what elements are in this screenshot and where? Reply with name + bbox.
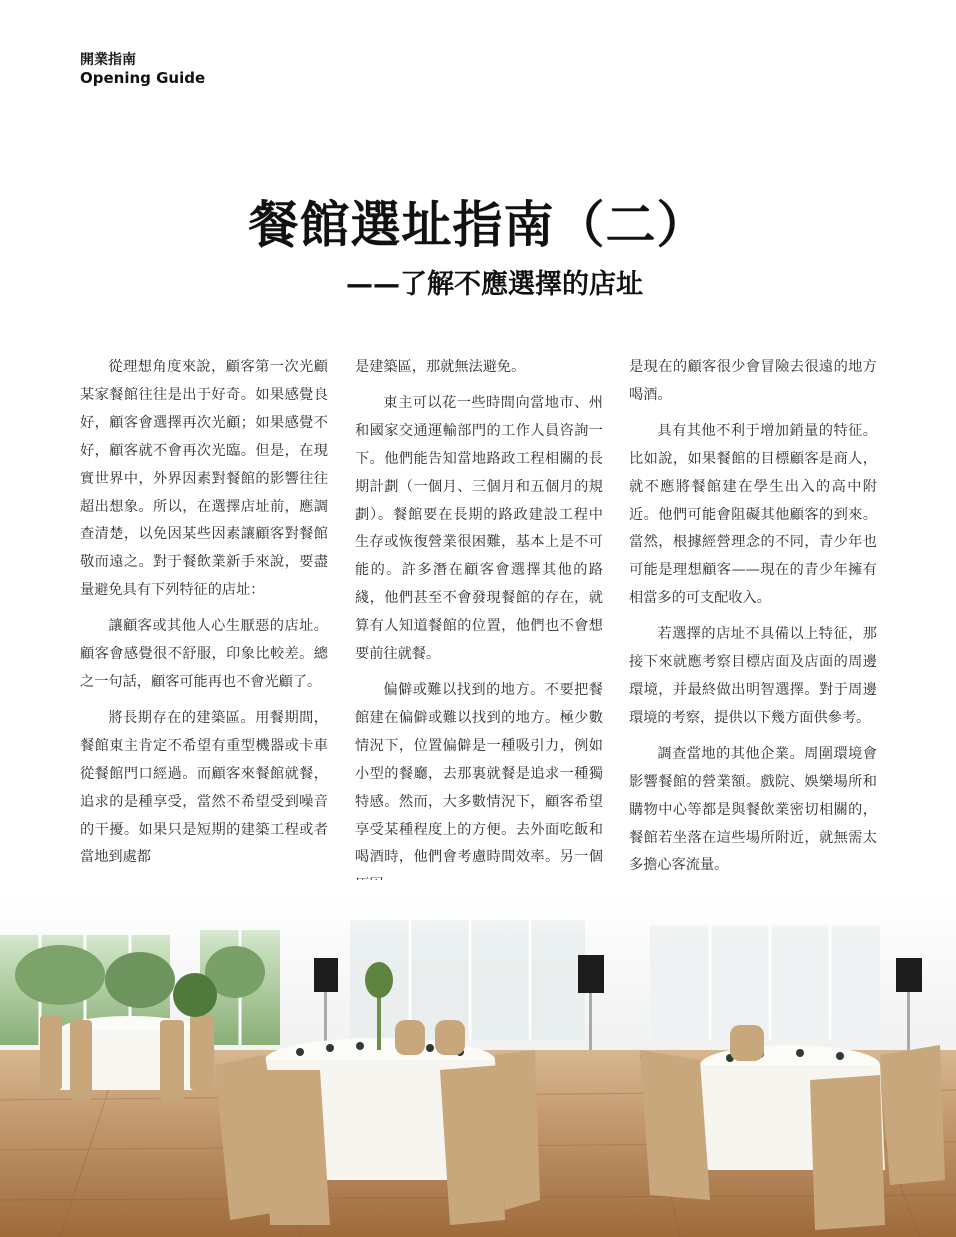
paragraph: 是建築區，那就無法避免。 [355,359,526,375]
section-tag-en: Opening Guide [80,69,206,87]
section-tag [80,52,205,87]
text-column-3 [629,354,877,888]
paragraph: 將長期存在的建築區。用餐期間，餐館東主肯定不希望有重型機器或卡車從餐館門口經過。而顧客來餐館就餐，追求的是種享受，當然不希望受到噪音的干擾。如果只是短期的建築工程或者當地到處都 [80,709,328,866]
restaurant-photo [0,880,956,1237]
text-column-1 [80,354,328,880]
paragraph: 具有其他不利于增加銷量的特征。比如說，如果餐館的目標顧客是商人，就不應將餐館建在學生出入的高中附近。他們可能會阻礙其他顧客的到來。當然，根據經營理念的不同，青少年也可能是理想顧客——現在的青少年擁有相當多的可支配收入。 [629,422,877,607]
paragraph: 讓顧客或其他人心生厭惡的店址。顧客會感覺很不舒服，印象比較差。總之一句話，顧客可能再也不會光顧了。 [80,618,328,690]
paragraph: 東主可以花一些時間向當地市、州和國家交通運輸部門的工作人員咨詢一下。他們能告知當地路政工程相關的長期計劃（一個月、三個月和五個月的規劃）。餐館要在長期的路政建設工程中生存或恢復營業很困難，基本上是不可能的。許多潛在顧客會選擇其他的路綫，他們甚至不會發現餐館的存在，就算有人知道餐館的位置，他們也不會想要前往就餐。 [355,394,603,663]
paragraph: 是現在的顧客很少會冒險去很遠的地方喝酒。 [629,359,877,403]
section-tag-zh: 開業指南 [80,52,136,68]
paragraph: 調查當地的其他企業。周圍環境會影響餐館的營業額。戲院、娛樂場所和購物中心等都是與餐飲業密切相關的，餐館若坐落在這些場所附近，就無需太多擔心客流量。 [629,745,877,874]
paragraph: 偏僻或難以找到的地方。不要把餐館建在偏僻或難以找到的地方。極少數情況下，位置偏僻是一種吸引力，例如小型的餐廳，去那裏就餐是追求一種獨特感。然而，大多數情況下，顧客希望享受某種程度上的方便。去外面吃飯和喝酒時，他們會考慮時間效率。另一個 [355,681,603,866]
photo-fade [0,880,956,940]
text-column-2 [355,354,603,908]
article-subtitle: ——了解不應選擇的店址 [346,269,643,300]
article-title: 餐館選址指南（二） [248,195,708,254]
paragraph: 從理想角度來說，顧客第一次光顧某家餐館往往是出于好奇。如果感覺良好，顧客會選擇再次光顧；如果感覺不好，顧客就不會再次光臨。但是，在現實世界中，外界因素對餐館的影響往往超出想象。所以，在選擇店址前，應調查清楚，以免因某些因素讓顧客對餐館敬而遠之。對于餐飲業新手來說，要盡量避免具有下列特征的店址： [80,359,328,599]
paragraph: 若選擇的店址不具備以上特征，那接下來就應考察目標店面及店面的周邊環境，并最終做出明智選擇。對于周邊環境的考察，提供以下幾方面供參考。 [629,626,877,726]
